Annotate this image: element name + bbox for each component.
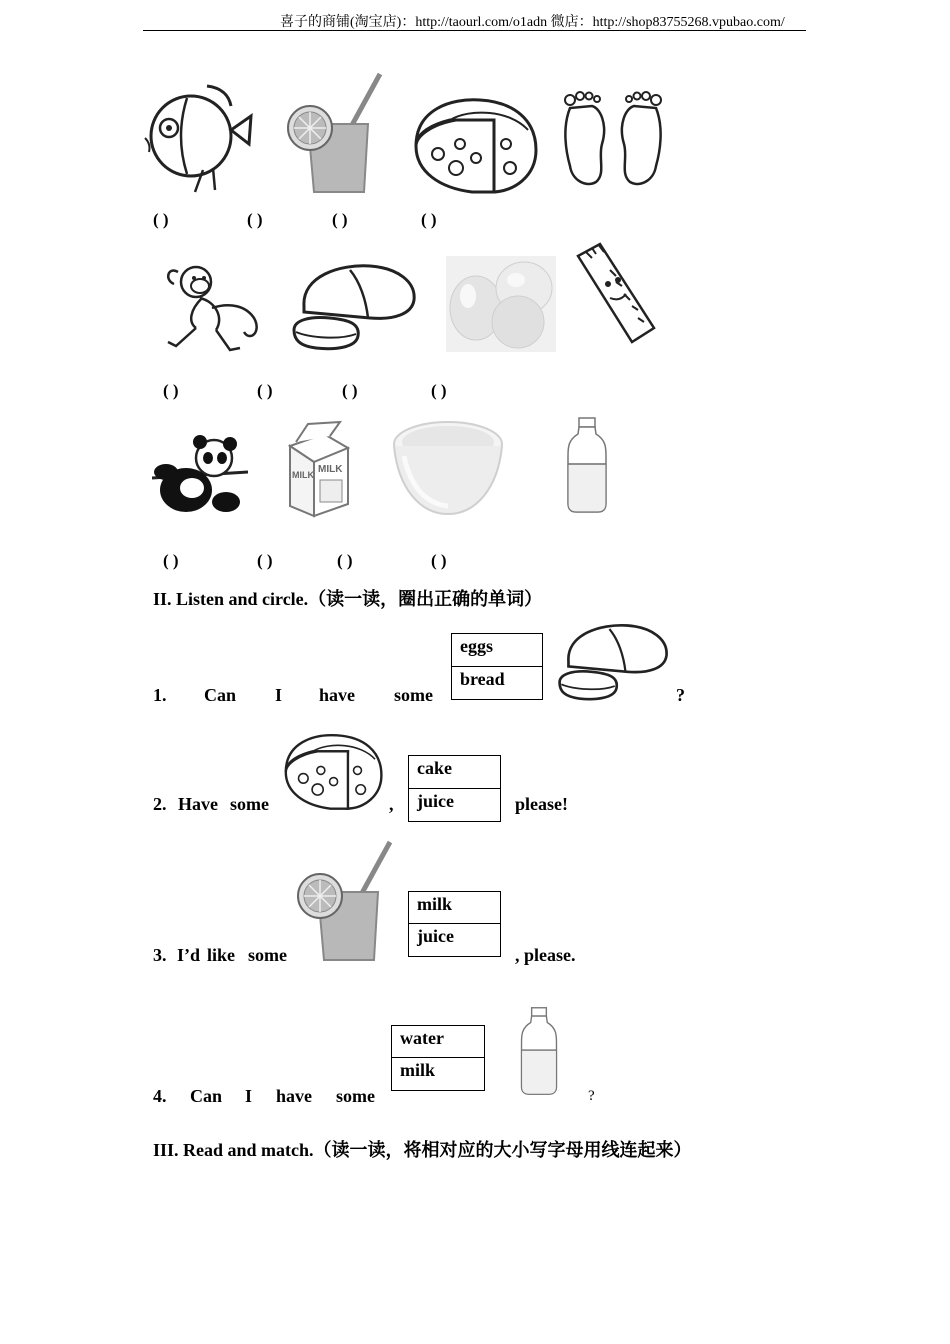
answer-blank[interactable]: ( ) (431, 381, 447, 400)
question-word: Can (190, 1086, 223, 1106)
cheese-icon (410, 96, 538, 196)
question-word: have (276, 1086, 312, 1106)
answer-blank[interactable]: ( ) (153, 210, 169, 229)
answer-blank[interactable]: ( ) (332, 210, 348, 229)
rice-icon (390, 416, 506, 516)
question-comma: , (389, 794, 394, 814)
question-end: , please. (515, 945, 576, 965)
question-word: I (245, 1086, 253, 1106)
word-option[interactable]: cake (409, 756, 500, 789)
answer-blank[interactable]: ( ) (163, 551, 179, 570)
cheese-icon (281, 732, 383, 812)
word-option[interactable]: juice (417, 790, 454, 811)
word-option[interactable]: milk (409, 892, 500, 924)
question-word: some (248, 945, 287, 965)
answer-blank[interactable]: ( ) (337, 551, 353, 570)
question-word: some (394, 685, 433, 705)
question-number: 1. (153, 685, 167, 705)
answer-blank[interactable]: ( ) (342, 381, 358, 400)
panda-icon (152, 432, 248, 518)
word-option[interactable]: bread (460, 668, 505, 689)
word-option[interactable]: eggs (452, 634, 542, 667)
question-word: some (230, 794, 269, 814)
word-choice-box (408, 891, 501, 957)
word-choice-box (391, 1025, 485, 1091)
answer-blank[interactable]: ( ) (431, 551, 447, 570)
answer-blank[interactable]: ( ) (257, 551, 273, 570)
answer-blank[interactable]: ( ) (163, 381, 179, 400)
eggs-icon (446, 256, 556, 352)
svg-text:MILK: MILK (292, 470, 314, 480)
question-word: some (336, 1086, 375, 1106)
answer-blank[interactable]: ( ) (257, 381, 273, 400)
question-end: please! (515, 794, 568, 814)
bread-icon (290, 262, 418, 352)
word-option[interactable]: milk (400, 1060, 436, 1080)
ruler-icon (574, 242, 658, 352)
word-option[interactable]: water (392, 1026, 484, 1058)
feet-icon (556, 88, 670, 192)
question-word: I (275, 685, 283, 705)
question-number: 4. (153, 1086, 167, 1106)
question-number: 2. (153, 794, 167, 814)
section-heading: II. Listen and circle.（读一读，圈出正确的单词） (153, 589, 543, 609)
fish-icon (143, 78, 255, 196)
water-bottle-icon (516, 1002, 562, 1100)
word-option[interactable]: juice (417, 926, 454, 946)
question-word: have (319, 685, 355, 705)
answer-blank[interactable]: ( ) (247, 210, 263, 229)
page-header: 喜子的商铺(淘宝店)：http://taourl.com/o1adn 微店：http://shop83755268.vpubao.com/ (280, 15, 785, 30)
header-divider (143, 30, 806, 31)
milk-icon (284, 420, 354, 518)
juice-icon (286, 70, 386, 196)
question-number: 3. (153, 945, 167, 965)
monkey-icon (160, 262, 264, 354)
question-word: I’d (177, 945, 201, 965)
word-choice-box (451, 633, 543, 700)
juice-icon (296, 838, 396, 964)
section-heading: III. Read and match.（读一读，将相对应的大小写字母用线连起来） (153, 1140, 692, 1160)
water-bottle-icon (562, 416, 612, 514)
question-word: Have (178, 794, 218, 814)
answer-blank[interactable]: ( ) (421, 210, 437, 229)
word-choice-box (408, 755, 501, 822)
question-word: like (207, 945, 236, 965)
bread-icon (556, 620, 670, 704)
question-end: ? (676, 685, 685, 705)
svg-text:MILK: MILK (318, 464, 343, 475)
question-end: ? (588, 1088, 595, 1104)
question-word: Can (204, 685, 237, 705)
